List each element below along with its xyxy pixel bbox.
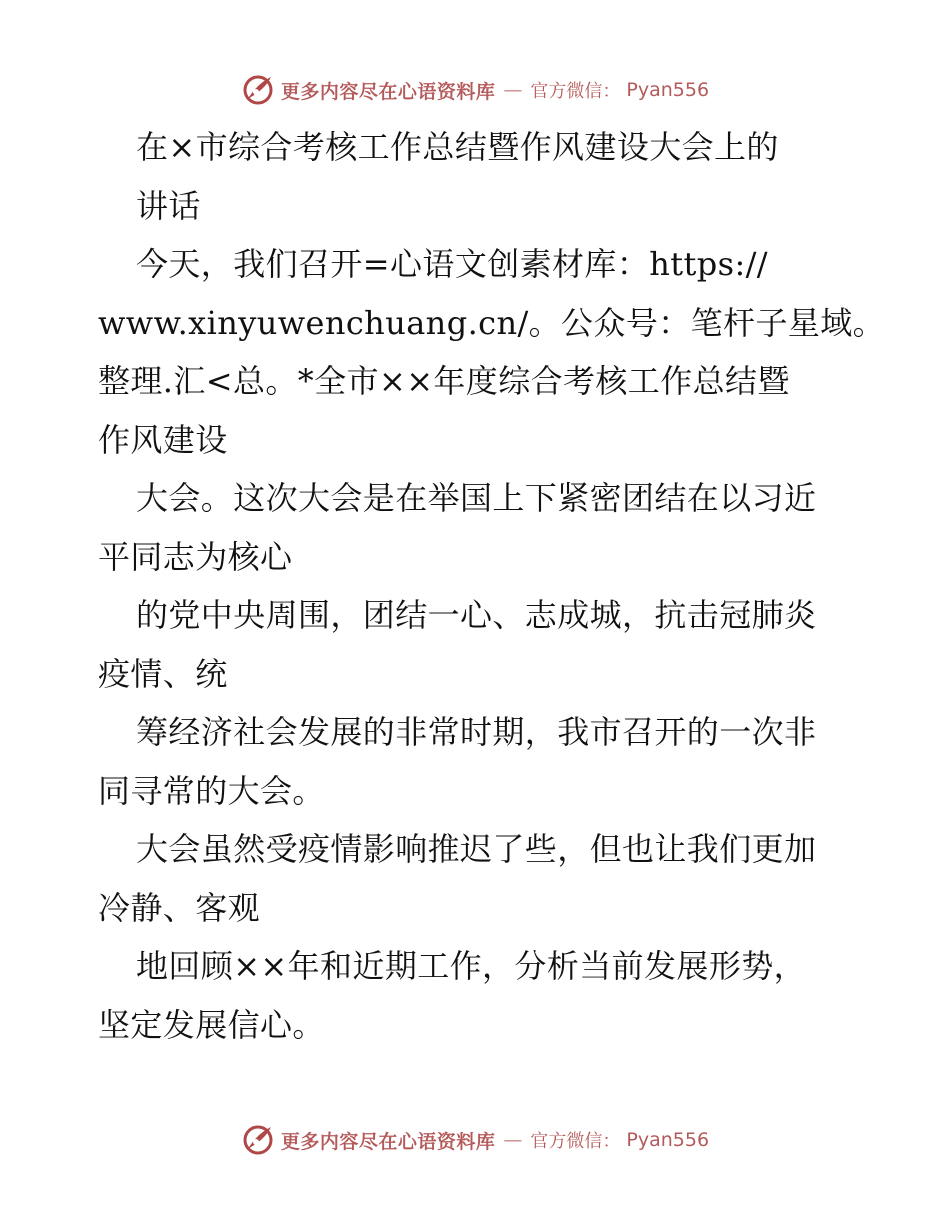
paragraph-line: 同寻常的大会。 — [98, 771, 325, 810]
paragraph-line: 坚定发展信心。 — [98, 1005, 325, 1044]
quill-logo-icon — [241, 1123, 275, 1157]
document-body — [98, 118, 886, 1054]
header-banner-title: 更多内容尽在心语资料库 — [280, 80, 496, 103]
paragraph-line: 大会。这次大会是在举国上下紧密团结在以习近 — [136, 479, 817, 517]
footer-banner-title: 更多内容尽在心语资料库 — [280, 1130, 496, 1153]
footer-banner — [0, 1120, 950, 1160]
paragraph-line: 大会虽然受疫情影响推迟了些，但也让我们更加 — [136, 830, 817, 868]
paragraph-line: 的党中央周围，团结一心、志成城，抗击冠肺炎 — [136, 596, 817, 634]
paragraph-line: 整理.汇<总。*全市××年度综合考核工作总结暨 — [98, 362, 790, 400]
paragraph-line: 筹经济社会发展的非常时期，我市召开的一次非 — [136, 713, 817, 751]
paragraph-line: 今天，我们召开=心语文创素材库：https:// — [136, 245, 768, 283]
paragraph-line: 地回顾××年和近期工作，分析当前发展形势， — [136, 947, 807, 985]
quill-logo-icon — [241, 73, 275, 107]
header-banner-dash: — — [503, 79, 523, 101]
footer-banner-dash: — — [503, 1129, 523, 1151]
header-banner — [0, 70, 950, 110]
footer-banner-wechat-id: Pyan556 — [626, 1129, 710, 1151]
paragraph-line: 疫情、统 — [98, 654, 228, 693]
header-banner-wechat-id: Pyan556 — [626, 79, 710, 101]
paragraph-line: www.xinyuwenchuang.cn/。公众号：笔杆子星域。 — [98, 303, 886, 342]
document-title-line: 在×市综合考核工作总结暨作风建设大会上的 — [136, 128, 779, 166]
header-banner-wechat-label: 官方微信： — [530, 81, 621, 102]
paragraph-line: 作风建设 — [98, 420, 228, 459]
document-title-line: 讲话 — [136, 186, 201, 225]
footer-banner-wechat-label: 官方微信： — [530, 1131, 621, 1152]
paragraph-line: 冷静、客观 — [98, 888, 261, 927]
paragraph-line: 平同志为核心 — [98, 537, 293, 576]
